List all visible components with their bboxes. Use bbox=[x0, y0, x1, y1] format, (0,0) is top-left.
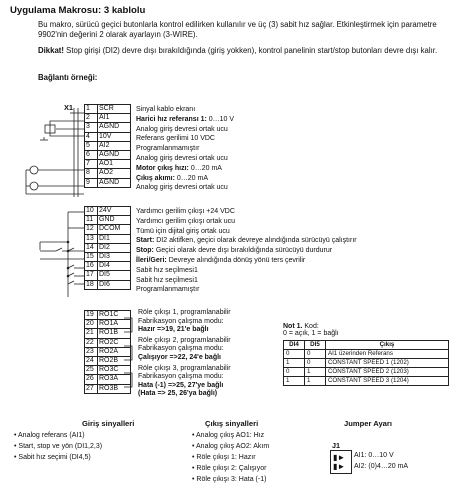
terminal-name: RO3A bbox=[98, 375, 131, 384]
terminal-description-text: Analog giriş devresi ortak ucu bbox=[136, 154, 228, 162]
terminal-row bbox=[85, 347, 131, 356]
terminal-number: 19 bbox=[85, 311, 98, 320]
terminal-number: 27 bbox=[85, 384, 98, 393]
jumper-ai2: AI2: (0)4…20 mA bbox=[354, 463, 409, 470]
terminal-row bbox=[85, 320, 131, 329]
note-1 bbox=[283, 323, 467, 386]
terminal-description bbox=[136, 134, 234, 144]
terminal-name: DI6 bbox=[98, 280, 131, 289]
terminal-name: GND bbox=[98, 216, 131, 225]
terminal-description bbox=[136, 174, 234, 184]
relay-description bbox=[138, 365, 231, 399]
terminal-row bbox=[85, 384, 131, 393]
terminal-row bbox=[85, 150, 131, 159]
list-item-text: Röle çıkışı 3: Hata (-1) bbox=[196, 476, 267, 483]
terminal-description-text: Yardımcı gerilim çıkışı +24 VDC bbox=[136, 208, 235, 215]
terminal-number: 7 bbox=[85, 160, 98, 169]
terminal-description-text: Sabit hız seçilmesi1 bbox=[136, 276, 198, 284]
terminal-block-digital bbox=[84, 206, 131, 290]
list-item bbox=[14, 441, 102, 452]
terminal-description-text: Referans gerilimi 10 VDC bbox=[136, 135, 215, 143]
list-item-text: Start, stop ve yön (DI1,2,3) bbox=[18, 443, 103, 450]
relay-line: Fabrikasyon çalışma modu: bbox=[138, 317, 224, 325]
terminal-name: AGND bbox=[98, 178, 131, 187]
relay-line-bold: Çalışıyor =>22, 24'e bağlı bbox=[138, 353, 221, 361]
terminal-number: 13 bbox=[85, 234, 98, 243]
terminal-number: 2 bbox=[85, 114, 98, 123]
constant-speed-table bbox=[283, 340, 449, 386]
terminal-description bbox=[136, 276, 357, 286]
terminal-number: 16 bbox=[85, 262, 98, 271]
terminal-description bbox=[136, 256, 357, 266]
list-item bbox=[192, 452, 269, 463]
list-item bbox=[192, 474, 269, 485]
terminal-description bbox=[136, 115, 234, 125]
list-item-text: Analog çıkış AO2: Akım bbox=[196, 443, 270, 450]
terminal-description-bold: Stop: bbox=[136, 247, 156, 255]
terminal-name: AI1 bbox=[98, 114, 131, 123]
relay-line-bold: Hata (-1) =>25, 27'ye bağlı bbox=[138, 381, 224, 389]
terminal-row bbox=[85, 338, 131, 347]
note-table-cell: 1 bbox=[304, 377, 325, 386]
terminal-number: 4 bbox=[85, 132, 98, 141]
terminal-description-bold: Start: bbox=[136, 237, 157, 245]
terminal-description bbox=[136, 236, 357, 246]
note-table-row bbox=[284, 359, 449, 368]
relay-line-bold: (Hata => 25, 26'ya bağlı) bbox=[138, 390, 218, 398]
page-title: Uygulama Makrosu: 3 kablolu bbox=[10, 5, 146, 16]
relay-line: Röle çıkışı 2, programlanabilir bbox=[138, 336, 231, 344]
list-item bbox=[192, 463, 269, 474]
terminal-row bbox=[85, 243, 131, 252]
terminal-block-analog bbox=[84, 104, 131, 188]
terminal-number: 20 bbox=[85, 320, 98, 329]
note1-title-rest: Kod: bbox=[304, 323, 319, 330]
relay-description bbox=[138, 309, 231, 335]
terminal-name: SCR bbox=[98, 105, 131, 114]
terminal-description bbox=[136, 164, 234, 174]
terminal-row bbox=[85, 356, 131, 365]
note-table-cell: 0 bbox=[304, 359, 325, 368]
terminal-number: 23 bbox=[85, 347, 98, 356]
terminal-description-text: Programlanmamıştır bbox=[136, 145, 200, 153]
terminal-name: RO3B bbox=[98, 384, 131, 393]
note1-title: Not 1. bbox=[283, 323, 305, 330]
terminal-description bbox=[136, 207, 357, 217]
terminal-description-text: 0…10 V bbox=[208, 115, 235, 123]
terminal-name: RO3C bbox=[98, 366, 131, 375]
inputs-list bbox=[14, 430, 102, 463]
terminal-row bbox=[85, 225, 131, 234]
terminal-description-text: Yardımcı gerilim çıkışı ortak ucu bbox=[136, 217, 236, 225]
note-table-row bbox=[284, 377, 449, 386]
terminal-name: AGND bbox=[98, 150, 131, 159]
terminal-row bbox=[85, 280, 131, 289]
terminal-block-relay bbox=[84, 310, 131, 394]
note-table-cell: CONSTANT SPEED 2 (1203) bbox=[325, 368, 448, 377]
terminal-row bbox=[85, 123, 131, 132]
terminal-name: AI2 bbox=[98, 141, 131, 150]
terminal-name: RO1A bbox=[98, 320, 131, 329]
terminal-name: RO1B bbox=[98, 329, 131, 338]
terminal-number: 25 bbox=[85, 366, 98, 375]
jumper-header: Jumper Ayarı bbox=[344, 419, 392, 428]
terminal-description-text: Analog giriş devresi ortak ucu bbox=[136, 184, 228, 192]
terminal-number: 15 bbox=[85, 252, 98, 261]
intro-paragraph: Bu makro, sürücü geçici butonlarla kontrol edilirken kullanılır ve üç (3) sabit hız sağlar. Etkinleştirmek için parametre 9902'nin değerini 2 olarak ayarlayın (3-WIRE). bbox=[38, 20, 437, 39]
note-table-cell: 0 bbox=[284, 368, 305, 377]
terminal-row bbox=[85, 169, 131, 178]
terminal-row bbox=[85, 141, 131, 150]
terminal-description-text: Sabit hız seçilmesi1 bbox=[136, 266, 198, 274]
list-item-text: Röle çıkışı 1: Hazır bbox=[196, 454, 256, 461]
relay-descriptions bbox=[138, 309, 231, 401]
relay-line: Fabrikasyon çalışma modu: bbox=[138, 345, 224, 353]
terminal-name: DCOM bbox=[98, 225, 131, 234]
terminal-row bbox=[85, 178, 131, 187]
terminal-row bbox=[85, 216, 131, 225]
terminal-name: DI4 bbox=[98, 262, 131, 271]
terminal-number: 18 bbox=[85, 280, 98, 289]
note-table-cell: CONSTANT SPEED 1 (1202) bbox=[325, 359, 448, 368]
terminal-name: RO2A bbox=[98, 347, 131, 356]
terminal-number: 24 bbox=[85, 356, 98, 365]
terminal-row bbox=[85, 160, 131, 169]
terminal-description-bold: İleri/Geri: bbox=[136, 256, 169, 264]
note1-line2: 0 = açık, 1 = bağlı bbox=[283, 330, 339, 337]
terminal-name: 24V bbox=[98, 207, 131, 216]
terminal-row bbox=[85, 262, 131, 271]
terminal-description bbox=[136, 217, 357, 227]
note-table-cell: 1 bbox=[304, 368, 325, 377]
terminal-row bbox=[85, 375, 131, 384]
terminal-row bbox=[85, 252, 131, 261]
bullet-icon: • bbox=[14, 432, 19, 439]
terminal-number: 14 bbox=[85, 243, 98, 252]
terminal-description bbox=[136, 154, 234, 164]
terminal-name: AGND bbox=[98, 123, 131, 132]
terminal-description bbox=[136, 144, 234, 154]
list-item-text: Röle çıkışı 2: Çalışıyor bbox=[196, 465, 267, 472]
analog-descriptions bbox=[136, 105, 234, 193]
terminal-number: 11 bbox=[85, 216, 98, 225]
bullet-icon: • bbox=[14, 454, 19, 461]
note-bold: Dikkat! bbox=[38, 46, 64, 55]
note-table-header: Çıkış bbox=[325, 341, 448, 350]
list-item bbox=[14, 452, 102, 463]
relay-description bbox=[138, 337, 231, 363]
bullet-icon: • bbox=[14, 443, 19, 450]
terminal-description bbox=[136, 285, 357, 295]
note-text: Stop girişi (DI2) devre dışı bırakıldığında (giriş yokken), kontrol panelinin start/stop butonları devre dışı kalır. bbox=[64, 46, 438, 55]
note-table-cell: 1 bbox=[284, 359, 305, 368]
terminal-name: 10V bbox=[98, 132, 131, 141]
terminal-number: 21 bbox=[85, 329, 98, 338]
terminal-name: AO2 bbox=[98, 169, 131, 178]
terminal-description bbox=[136, 183, 234, 193]
note-table-cell: 0 bbox=[304, 350, 325, 359]
terminal-number: 1 bbox=[85, 105, 98, 114]
bullet-icon: • bbox=[192, 476, 197, 483]
list-item bbox=[192, 441, 269, 452]
terminal-description bbox=[136, 266, 357, 276]
terminal-number: 3 bbox=[85, 123, 98, 132]
note-table-cell: CONSTANT SPEED 3 (1204) bbox=[325, 377, 448, 386]
note-table-cell: AI1 üzerinden Referans bbox=[325, 350, 448, 359]
terminal-description bbox=[136, 105, 234, 115]
relay-line-bold: Hazır =>19, 21'e bağlı bbox=[138, 326, 209, 334]
note-table-row bbox=[284, 350, 449, 359]
terminal-description-text: 0…20 mA bbox=[190, 164, 222, 172]
terminal-row bbox=[85, 329, 131, 338]
x1-label: X1 bbox=[64, 103, 74, 112]
terminal-name: DI2 bbox=[98, 243, 131, 252]
note-table-cell: 1 bbox=[284, 377, 305, 386]
terminal-name: DI3 bbox=[98, 252, 131, 261]
terminal-description-bold: Motor çıkış hızı: bbox=[136, 164, 191, 172]
bullet-icon: • bbox=[192, 465, 197, 472]
digital-descriptions bbox=[136, 207, 357, 295]
terminal-number: 10 bbox=[85, 207, 98, 216]
terminal-number: 9 bbox=[85, 178, 98, 187]
terminal-description-text: Geçici olarak devre dışı bırakıldığında sürücüyü durdurur bbox=[155, 247, 333, 255]
relay-line: Röle çıkışı 3, programlanabilir bbox=[138, 364, 231, 372]
terminal-name: RO2C bbox=[98, 338, 131, 347]
list-item-text: Analog çıkış AO1: Hız bbox=[196, 432, 265, 439]
jumper-label: J1 bbox=[332, 441, 340, 450]
terminal-number: 12 bbox=[85, 225, 98, 234]
terminal-number: 22 bbox=[85, 338, 98, 347]
terminal-row bbox=[85, 271, 131, 280]
terminal-description-text: Programlanmamıştır bbox=[136, 286, 200, 294]
terminal-name: RO2B bbox=[98, 356, 131, 365]
terminal-number: 26 bbox=[85, 375, 98, 384]
jumper-pin-icon: ▮► bbox=[333, 453, 346, 462]
terminal-description-bold: Çıkış akımı: bbox=[136, 174, 177, 182]
terminal-description-text: 0…20 mA bbox=[176, 174, 208, 182]
inputs-header: Giriş sinyalleri bbox=[82, 419, 135, 428]
terminal-name: AO1 bbox=[98, 160, 131, 169]
bullet-icon: • bbox=[192, 454, 197, 461]
outputs-list bbox=[192, 430, 269, 485]
jumper-box bbox=[330, 450, 352, 474]
terminal-description-text: Analog giriş devresi ortak ucu bbox=[136, 125, 228, 133]
terminal-row bbox=[85, 207, 131, 216]
terminal-description-text: Devreye alındığında dönüş yönü ters çevrilir bbox=[168, 256, 306, 264]
terminal-description bbox=[136, 246, 357, 256]
terminal-description bbox=[136, 227, 357, 237]
note-table-row bbox=[284, 368, 449, 377]
note-table-header: DI5 bbox=[304, 341, 325, 350]
terminal-description-text: DI2 aktifken, geçici olarak devreye alındığında sürücüyü çalıştırır bbox=[156, 237, 357, 245]
terminal-row bbox=[85, 234, 131, 243]
list-item bbox=[14, 430, 102, 441]
terminal-number: 6 bbox=[85, 150, 98, 159]
terminal-row bbox=[85, 114, 131, 123]
note-table-header: DI4 bbox=[284, 341, 305, 350]
note-table-cell: 0 bbox=[284, 350, 305, 359]
terminal-number: 8 bbox=[85, 169, 98, 178]
connection-label: Bağlantı örneği: bbox=[38, 73, 98, 82]
terminal-description-text: Tümü için dijital giriş ortak ucu bbox=[136, 227, 230, 235]
terminal-name: RO1C bbox=[98, 311, 131, 320]
terminal-row bbox=[85, 366, 131, 375]
terminal-description bbox=[136, 125, 234, 135]
jumper-pin-icon: ▮► bbox=[333, 462, 346, 471]
jumper-ai1: AI1: 0…10 V bbox=[354, 452, 394, 459]
terminal-name: DI5 bbox=[98, 271, 131, 280]
terminal-name: DI1 bbox=[98, 234, 131, 243]
list-item-text: Analog referans (AI1) bbox=[18, 432, 85, 439]
terminal-number: 5 bbox=[85, 141, 98, 150]
bullet-icon: • bbox=[192, 432, 197, 439]
terminal-number: 17 bbox=[85, 271, 98, 280]
relay-line: Röle çıkışı 1, programlanabilir bbox=[138, 309, 231, 316]
terminal-row bbox=[85, 105, 131, 114]
outputs-header: Çıkış sinyalleri bbox=[205, 419, 259, 428]
terminal-row bbox=[85, 132, 131, 141]
relay-line: Fabrikasyon çalışma modu: bbox=[138, 373, 224, 381]
bullet-icon: • bbox=[192, 443, 197, 450]
list-item bbox=[192, 430, 269, 441]
list-item-text: Sabit hız seçimi (DI4,5) bbox=[18, 454, 91, 461]
terminal-description-bold: Harici hız referansı 1: bbox=[136, 115, 209, 123]
terminal-description-text: Sinyal kablo ekranı bbox=[136, 106, 196, 113]
terminal-row bbox=[85, 311, 131, 320]
